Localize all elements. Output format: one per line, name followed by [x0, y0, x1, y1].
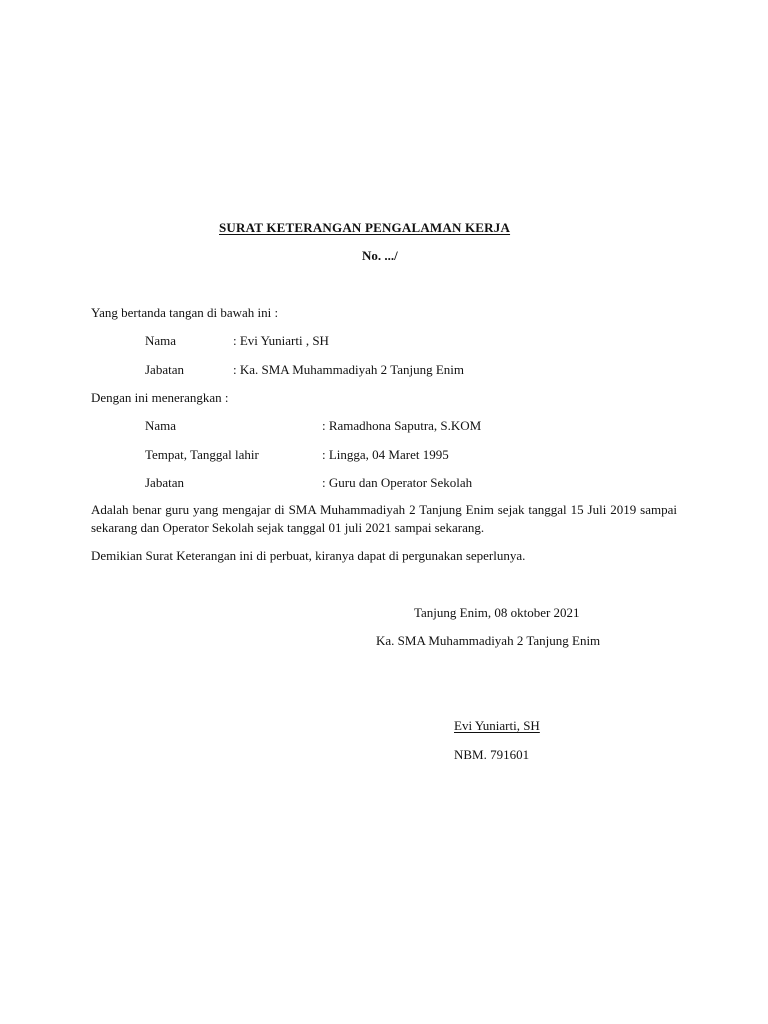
- statement-intro: Dengan ini menerangkan :: [91, 390, 229, 405]
- signatory-position-label: Jabatan: [145, 362, 184, 377]
- signatory-name-value: : Evi Yuniarti , SH: [233, 333, 329, 348]
- subject-name-label: Nama: [145, 418, 177, 433]
- subject-birth-label: Tempat, Tanggal lahir: [145, 447, 259, 462]
- signer-name: Evi Yuniarti, SH: [454, 718, 540, 733]
- signature-role: Ka. SMA Muhammadiyah 2 Tanjung Enim: [376, 633, 601, 648]
- body-paragraph: Adalah benar guru yang mengajar di SMA Muhammadiyah 2 Tanjung Enim sejak tanggal 15 Juli 2019 sampai sekarang dan Operator Sekolah sejak tanggal 01 juli 2021 sampai sekarang.: [91, 502, 677, 535]
- closing-paragraph: Demikian Surat Keterangan ini di perbuat, kiranya dapat di pergunakan seperlunya.: [91, 548, 526, 563]
- signatory-name-label: Nama: [145, 333, 177, 348]
- signer-id: NBM. 791601: [454, 747, 530, 762]
- signature-place-date: Tanjung Enim, 08 oktober 2021: [414, 605, 580, 620]
- letter-number: No. .../: [362, 248, 398, 263]
- intro-text: Yang bertanda tangan di bawah ini :: [91, 305, 279, 320]
- subject-position-label: Jabatan: [145, 475, 184, 490]
- subject-birth-value: : Lingga, 04 Maret 1995: [322, 447, 449, 462]
- subject-name-value: : Ramadhona Saputra, S.KOM: [322, 418, 482, 433]
- signatory-position-value: : Ka. SMA Muhammadiyah 2 Tanjung Enim: [233, 362, 465, 377]
- letter-title: SURAT KETERANGAN PENGALAMAN KERJA: [219, 220, 511, 235]
- subject-position-value: : Guru dan Operator Sekolah: [322, 475, 473, 490]
